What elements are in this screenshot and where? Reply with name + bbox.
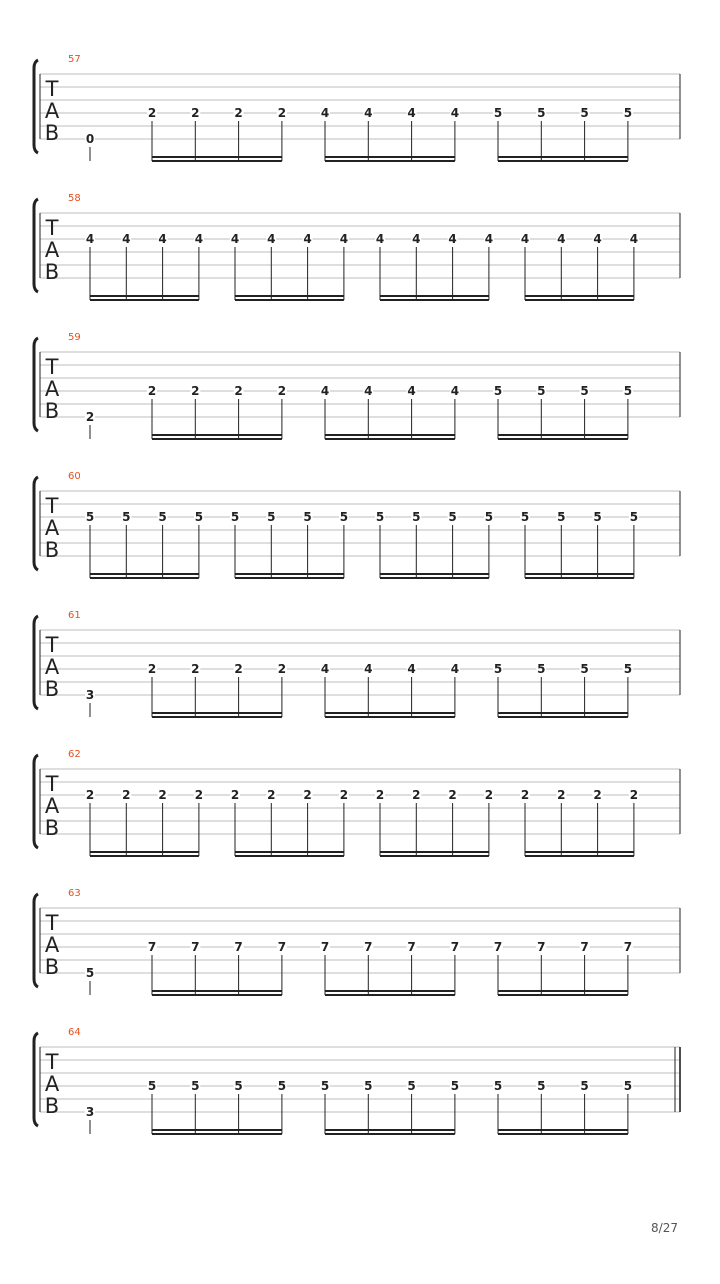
measure-number: 60 (68, 471, 81, 482)
fret-number: 5 (623, 1079, 633, 1093)
tab-clef-letter: B (44, 538, 60, 562)
fret-number: 5 (375, 510, 385, 524)
system-bracket (34, 755, 38, 848)
fret-number: 2 (303, 788, 312, 802)
fret-number: 2 (191, 662, 200, 676)
system-bracket (34, 894, 38, 987)
tab-clef-letter: A (44, 516, 60, 540)
tab-clef-letter: T (45, 77, 59, 101)
tab-clef-letter: T (45, 355, 59, 379)
fret-number: 4 (122, 232, 131, 246)
fret-number: 4 (412, 232, 421, 246)
measure-number: 58 (68, 193, 81, 204)
tab-clef-letter: T (45, 216, 59, 240)
tab-clef-letter: T (45, 494, 59, 518)
fret-number: 2 (122, 788, 131, 802)
fret-number: 4 (267, 232, 276, 246)
fret-number: 2 (277, 662, 287, 676)
fret-number: 5 (493, 1079, 503, 1093)
fret-number: 2 (277, 106, 287, 120)
fret-number: 4 (484, 232, 494, 246)
fret-number: 4 (593, 232, 602, 246)
fret-number: 5 (191, 1079, 200, 1093)
fret-number: 2 (375, 788, 385, 802)
fret-number: 5 (580, 384, 589, 398)
fret-number: 5 (85, 510, 95, 524)
fret-number: 4 (450, 384, 460, 398)
fret-number: 2 (412, 788, 421, 802)
fret-number: 2 (267, 788, 276, 802)
fret-number: 4 (557, 232, 566, 246)
fret-number: 5 (364, 1079, 373, 1093)
fret-number: 2 (234, 384, 243, 398)
fret-number: 5 (267, 510, 276, 524)
fret-number: 4 (320, 384, 330, 398)
measure-number: 63 (68, 888, 81, 899)
tab-clef-letter: A (44, 377, 60, 401)
fret-number: 5 (580, 106, 589, 120)
fret-number: 2 (277, 384, 287, 398)
fret-number: 5 (623, 662, 633, 676)
fret-number: 4 (629, 232, 639, 246)
tab-clef-letter: A (44, 238, 60, 262)
fret-number: 7 (450, 940, 460, 954)
fret-number: 5 (593, 510, 602, 524)
fret-number: 2 (85, 788, 95, 802)
fret-number: 3 (85, 1105, 95, 1119)
fret-number: 2 (629, 788, 639, 802)
fret-number: 5 (450, 1079, 460, 1093)
fret-number: 2 (520, 788, 530, 802)
fret-number: 5 (629, 510, 639, 524)
tab-clef-letter: B (44, 955, 60, 979)
fret-number: 7 (277, 940, 287, 954)
fret-number: 5 (580, 662, 589, 676)
fret-number: 5 (493, 662, 503, 676)
fret-number: 5 (158, 510, 167, 524)
fret-number: 5 (623, 106, 633, 120)
fret-number: 5 (520, 510, 530, 524)
tab-clef-letter: T (45, 633, 59, 657)
fret-number: 7 (623, 940, 633, 954)
measure-number: 61 (68, 610, 81, 621)
tab-clef-letter: B (44, 677, 60, 701)
fret-number: 4 (364, 384, 373, 398)
fret-number: 4 (450, 106, 460, 120)
fret-number: 5 (320, 1079, 330, 1093)
fret-number: 5 (493, 384, 503, 398)
fret-number: 5 (122, 510, 131, 524)
system-bracket (34, 338, 38, 431)
system-bracket (34, 1033, 38, 1126)
fret-number: 4 (320, 662, 330, 676)
measure-number: 57 (68, 54, 81, 65)
measure-number: 64 (68, 1027, 81, 1038)
fret-number: 4 (375, 232, 385, 246)
tab-clef-letter: A (44, 1072, 60, 1096)
system-bracket (34, 60, 38, 153)
fret-number: 7 (493, 940, 503, 954)
fret-number: 5 (303, 510, 312, 524)
fret-number: 4 (339, 232, 349, 246)
fret-number: 2 (147, 662, 157, 676)
tab-clef-letter: B (44, 1094, 60, 1118)
fret-number: 5 (339, 510, 349, 524)
fret-number: 4 (364, 662, 373, 676)
measure-number: 62 (68, 749, 81, 760)
fret-number: 2 (85, 410, 95, 424)
fret-number: 5 (448, 510, 457, 524)
tab-clef-letter: T (45, 1050, 59, 1074)
fret-number: 0 (85, 132, 95, 146)
fret-number: 7 (234, 940, 243, 954)
measure-number: 59 (68, 332, 81, 343)
tab-clef-letter: T (45, 911, 59, 935)
fret-number: 2 (593, 788, 602, 802)
fret-number: 5 (537, 1079, 546, 1093)
fret-number: 2 (339, 788, 349, 802)
tab-clef-letter: B (44, 816, 60, 840)
fret-number: 4 (85, 232, 95, 246)
fret-number: 5 (580, 1079, 589, 1093)
tab-clef-letter: A (44, 794, 60, 818)
fret-number: 2 (191, 384, 200, 398)
fret-number: 2 (194, 788, 204, 802)
fret-number: 4 (230, 232, 240, 246)
fret-number: 5 (194, 510, 204, 524)
fret-number: 4 (194, 232, 204, 246)
fret-number: 5 (407, 1079, 416, 1093)
fret-number: 5 (277, 1079, 287, 1093)
fret-number: 4 (303, 232, 312, 246)
fret-number: 5 (537, 662, 546, 676)
tab-clef-letter: A (44, 933, 60, 957)
system-bracket (34, 616, 38, 709)
tab-clef-letter: B (44, 121, 60, 145)
fret-number: 5 (557, 510, 566, 524)
fret-number: 5 (85, 966, 95, 980)
fret-number: 4 (407, 106, 416, 120)
fret-number: 3 (85, 688, 95, 702)
fret-number: 7 (191, 940, 200, 954)
fret-number: 2 (557, 788, 566, 802)
tab-clef-letter: B (44, 260, 60, 284)
fret-number: 5 (234, 1079, 243, 1093)
system-bracket (34, 477, 38, 570)
fret-number: 5 (537, 384, 546, 398)
fret-number: 7 (320, 940, 330, 954)
fret-number: 7 (580, 940, 589, 954)
fret-number: 2 (191, 106, 200, 120)
tab-clef-letter: A (44, 655, 60, 679)
system-bracket (34, 199, 38, 292)
fret-number: 2 (147, 384, 157, 398)
fret-number: 4 (364, 106, 373, 120)
fret-number: 2 (234, 662, 243, 676)
fret-number: 5 (493, 106, 503, 120)
fret-number: 4 (448, 232, 457, 246)
fret-number: 4 (158, 232, 167, 246)
fret-number: 2 (158, 788, 167, 802)
fret-number: 2 (147, 106, 157, 120)
fret-number: 7 (407, 940, 416, 954)
fret-number: 7 (364, 940, 373, 954)
tab-clef-letter: B (44, 399, 60, 423)
fret-number: 5 (412, 510, 421, 524)
fret-number: 5 (484, 510, 494, 524)
fret-number: 4 (520, 232, 530, 246)
page-number: 8/27 (651, 1221, 678, 1235)
fret-number: 7 (147, 940, 157, 954)
fret-number: 7 (537, 940, 546, 954)
fret-number: 4 (450, 662, 460, 676)
tab-clef-letter: A (44, 99, 60, 123)
fret-number: 2 (484, 788, 494, 802)
fret-number: 4 (407, 662, 416, 676)
fret-number: 4 (407, 384, 416, 398)
fret-number: 2 (448, 788, 457, 802)
fret-number: 4 (320, 106, 330, 120)
fret-number: 5 (147, 1079, 157, 1093)
fret-number: 5 (230, 510, 240, 524)
fret-number: 2 (230, 788, 240, 802)
fret-number: 5 (537, 106, 546, 120)
fret-number: 2 (234, 106, 243, 120)
tab-clef-letter: T (45, 772, 59, 796)
fret-number: 5 (623, 384, 633, 398)
